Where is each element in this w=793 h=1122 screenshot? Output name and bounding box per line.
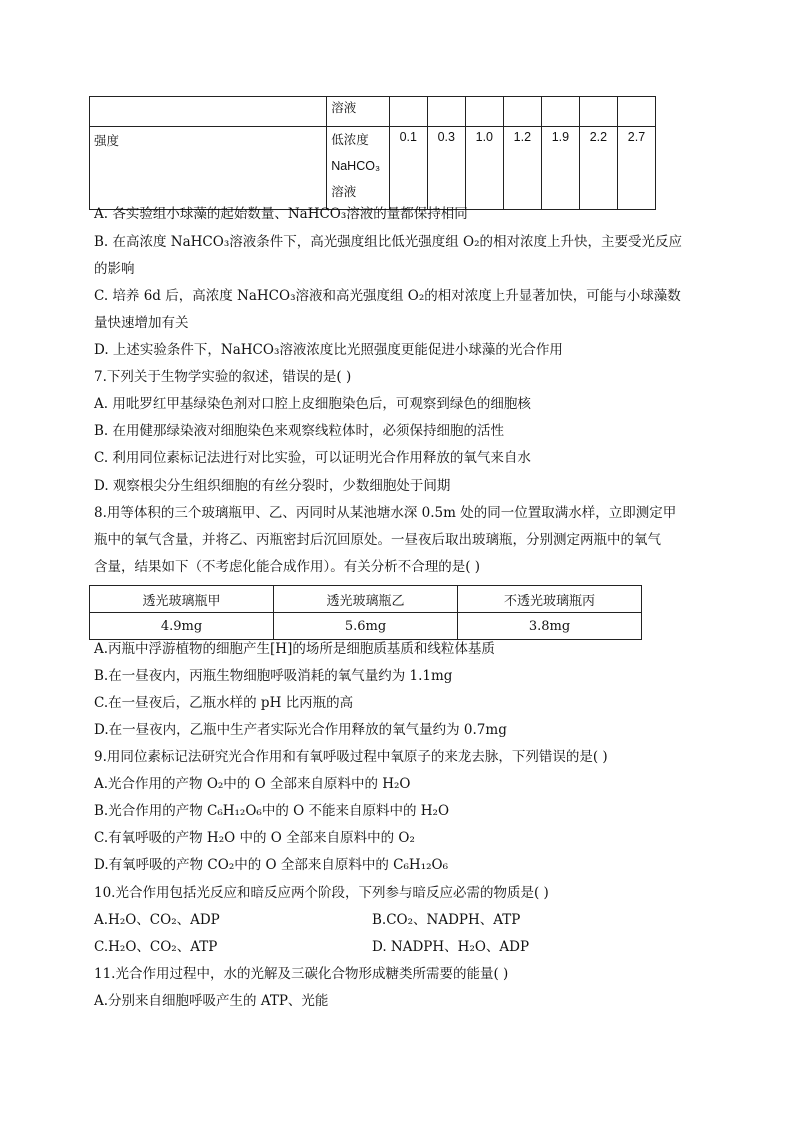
- table-cell: [541, 97, 579, 127]
- table-cell: 0.3: [427, 127, 465, 210]
- solution-label-line: 低浓度: [331, 133, 369, 147]
- q9-option-b: B.光合作用的产物 C₆H₁₂O₆中的 O 不能来自原料中的 H₂O: [94, 803, 450, 819]
- q7-option-d: D. 观察根尖分生组织细胞的有丝分裂时，少数细胞处于间期: [94, 478, 451, 494]
- q10-option-b: B.CO₂、NADPH、ATP: [372, 912, 521, 928]
- table-cell: 1.9: [541, 127, 579, 210]
- q9-option-c: C.有氧呼吸的产物 H₂O 中的 O 全部来自原料中的 O₂: [94, 830, 415, 846]
- table-header-row: [90, 586, 642, 613]
- q10-option-d: D. NADPH、H₂O、ADP: [372, 939, 530, 955]
- light-intensity-table: [89, 96, 656, 210]
- table-cell: 3.8mg: [458, 613, 642, 640]
- q10-option-c: C.H₂O、CO₂、ATP: [94, 939, 218, 955]
- q7-stem: 7.下列关于生物学实验的叙述，错误的是( ): [94, 369, 352, 385]
- q6-option-c-cont: 量快速增加有关: [94, 315, 189, 331]
- q9-option-d: D.有氧呼吸的产物 CO₂中的 O 全部来自原料中的 C₆H₁₂O₆: [94, 857, 448, 873]
- table-cell: 2.7: [617, 127, 655, 210]
- table-cell: [465, 97, 503, 127]
- table-cell: [389, 97, 427, 127]
- q6-option-d: D. 上述实验条件下，NaHCO₃溶液浓度比光照强度更能促进小球藻的光合作用: [94, 342, 563, 358]
- q11-stem: 11.光合作用过程中，水的光解及三碳化合物形成糖类所需要的能量( ): [94, 966, 509, 982]
- table-cell: 2.2: [579, 127, 617, 210]
- q8-option-d: D.在一昼夜内，乙瓶中生产者实际光合作用释放的氧气量约为 0.7mg: [94, 722, 507, 738]
- q10-option-a: A.H₂O、CO₂、ADP: [94, 912, 220, 928]
- q10-stem: 10.光合作用包括光反应和暗反应两个阶段，下列参与暗反应必需的物质是( ): [94, 885, 549, 901]
- table-row: [90, 127, 656, 210]
- q7-option-b: B. 在用健那绿染液对细胞染色来观察线粒体时，必须保持细胞的活性: [94, 423, 505, 439]
- q7-option-a: A. 用吡罗红甲基绿染色剂对口腔上皮细胞染色后，可观察到绿色的细胞核: [94, 396, 531, 412]
- oxygen-content-table: [89, 585, 642, 640]
- table-cell: [90, 127, 327, 210]
- q8-option-a: A.丙瓶中浮游植物的细胞产生[H]的场所是细胞质基质和线粒体基质: [94, 641, 495, 657]
- solution-label-line: NaHCO₃: [331, 159, 381, 173]
- solution-label-line: 溶液: [331, 185, 357, 199]
- table-row: [90, 613, 642, 640]
- q6-option-b: B. 在高浓度 NaHCO₃溶液条件下，高光强度组比低光强度组 O₂的相对浓度上升快，主要受光反应: [94, 234, 683, 250]
- table-cell: 0.1: [389, 127, 427, 210]
- q7-option-c: C. 利用同位素标记法进行对比实验，可以证明光合作用释放的氧气来自水: [94, 450, 531, 466]
- q6-option-c: C. 培养 6d 后，高浓度 NaHCO₃溶液和高光强度组 O₂的相对浓度上升显著加快，可能与小球藻数: [94, 288, 681, 304]
- q6-option-b-cont: 的影响: [94, 261, 135, 277]
- q8-stem-cont: 含量，结果如下（不考虑化能合成作用）。有关分析不合理的是( ): [94, 559, 481, 575]
- q6-option-a: A. 各实验组小球藻的起始数量、NaHCO₃溶液的量都保持相同: [94, 206, 468, 222]
- q11-option-a: A.分别来自细胞呼吸产生的 ATP、光能: [94, 993, 329, 1009]
- table-cell: [327, 127, 390, 210]
- row-label: 强度: [94, 134, 120, 148]
- table-header-cell: 透光玻璃瓶乙: [274, 586, 458, 613]
- q8-option-b: B.在一昼夜内，丙瓶生物细胞呼吸消耗的氧气量约为 1.1mg: [94, 668, 453, 684]
- q9-stem: 9.用同位素标记法研究光合作用和有氧呼吸过程中氧原子的来龙去脉，下列错误的是( ): [94, 749, 608, 765]
- table-cell: [427, 97, 465, 127]
- table-cell: 1.2: [503, 127, 541, 210]
- q8-option-c: C.在一昼夜后，乙瓶水样的 pH 比丙瓶的高: [94, 695, 354, 711]
- table-cell: 溶液: [327, 97, 390, 127]
- table-cell: [579, 97, 617, 127]
- table-header-cell: 透光玻璃瓶甲: [90, 586, 274, 613]
- q9-option-a: A.光合作用的产物 O₂中的 O 全部来自原料中的 H₂O: [94, 776, 411, 792]
- table-cell: 5.6mg: [274, 613, 458, 640]
- table-cell: 4.9mg: [90, 613, 274, 640]
- table-header-cell: 不透光玻璃瓶丙: [458, 586, 642, 613]
- table-cell: [617, 97, 655, 127]
- table-cell: [503, 97, 541, 127]
- q8-stem-cont: 瓶中的氧气含量，并将乙、丙瓶密封后沉回原处。一昼夜后取出玻璃瓶，分别测定两瓶中的氧气: [94, 532, 661, 548]
- table-cell: [90, 97, 327, 127]
- q8-stem: 8.用等体积的三个玻璃瓶甲、乙、丙同时从某池塘水深 0.5m 处的同一位置取满水样，立即测定甲: [94, 505, 677, 521]
- table-row: [90, 97, 656, 127]
- table-cell: 1.0: [465, 127, 503, 210]
